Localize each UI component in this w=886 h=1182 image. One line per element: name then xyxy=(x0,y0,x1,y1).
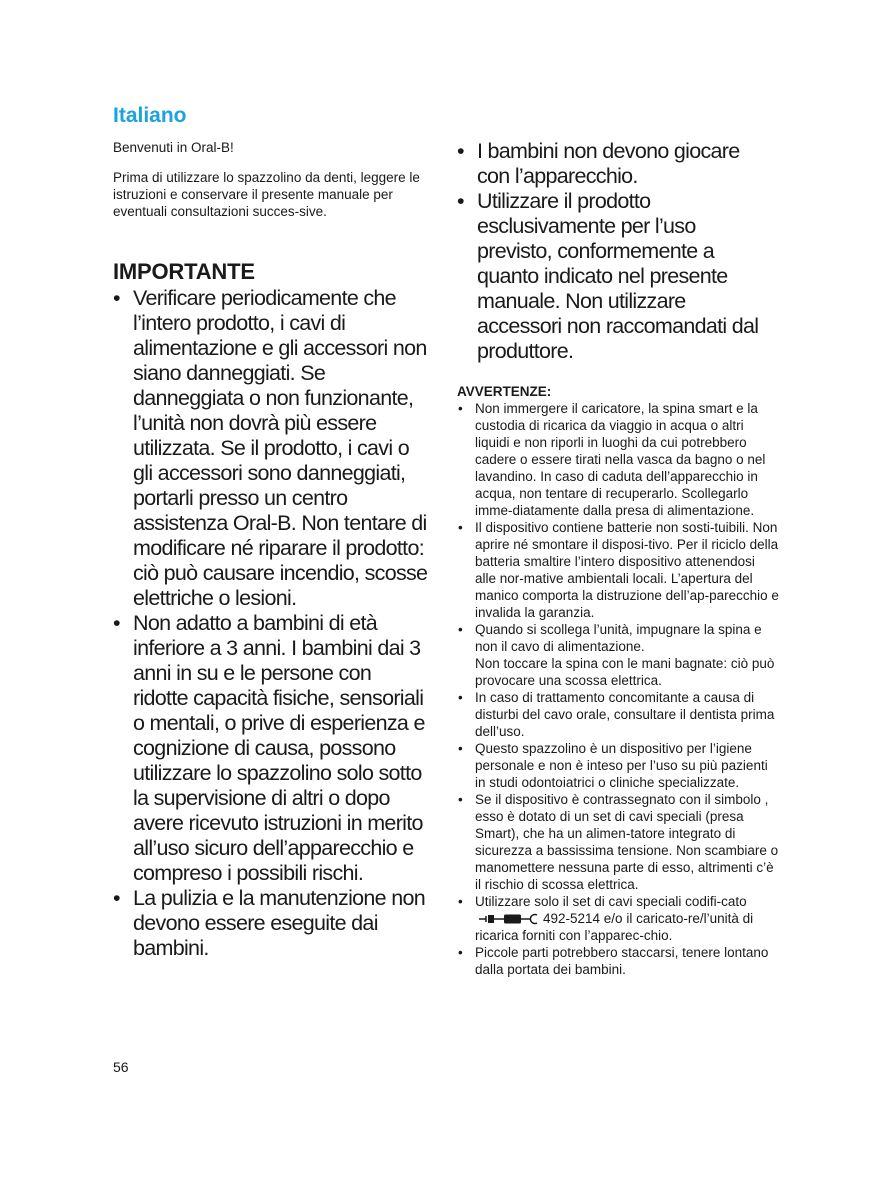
warning-item-text: Non immergere il caricatore, la spina smart e la custodia di ricarica da viaggio in acqua o altri liquidi e non riporli in luoghi da cui potrebbero cadere o essere tirati nella vasca da bagno o nel lavandino. In caso di caduta dell’apparecchio in acqua, non tentare di recuperarlo. Scollegarlo imme-diatamente dalla presa di alimentazione. xyxy=(475,401,766,518)
bullet: • xyxy=(457,189,464,213)
bullet: • xyxy=(458,690,463,705)
bullet: • xyxy=(458,945,463,960)
important-item xyxy=(113,611,429,886)
bullet: • xyxy=(458,401,463,416)
important-item-text: Non adatto a bambini di età inferiore a 3 anni. I bambini dai 3 anni in su e le persone con ridotte capacità fisiche, sensoriali o mentali, o prive di esperienza e cognizione di causa, possono utilizzare lo spazzolino solo sotto la supervisione di altri o dopo avere ricevuto istruzioni in merito all’uso sicuro dell’apparecchio e compreso i possibili rischi. xyxy=(133,611,425,885)
page-number: 56 xyxy=(113,1059,129,1075)
important-item xyxy=(113,286,429,611)
warning-item xyxy=(457,944,779,978)
important-item xyxy=(457,189,775,364)
bullet: • xyxy=(113,286,120,310)
language-title: Italiano xyxy=(113,104,187,127)
warnings-heading: AVVERTENZE: xyxy=(457,384,552,399)
warning-item xyxy=(457,689,779,740)
bullet: • xyxy=(113,611,120,635)
warning-item-text: Questo spazzolino è un dispositivo per l’igiene personale e non è inteso per l’uso su più pazienti in studi odontoiatrici o cliniche specializzate. xyxy=(475,741,768,790)
important-item xyxy=(457,139,775,189)
warning-item-text: Piccole parti potrebbero staccarsi, tenere lontano dalla portata dei bambini. xyxy=(475,945,769,977)
bullet: • xyxy=(458,792,463,807)
bullet: • xyxy=(458,520,463,535)
warning-item xyxy=(457,791,779,893)
warning-item xyxy=(457,519,779,621)
warning-item-text: Se il dispositivo è contrassegnato con il simbolo , esso è dotato di un set di cavi speciali (presa Smart), che ha un alimen-tatore integrato di sicurezza a bassissima tensione. Non scambiare o manomettere nessuna parte di esso, altrimenti c’è il rischio di scossa elettrica. xyxy=(475,792,779,892)
important-item-text: La pulizia e la manutenzione non devono essere eseguite dai bambini. xyxy=(133,886,425,960)
important-item-text: Utilizzare il prodotto esclusivamente per l’uso previsto, conformemente a quanto indicato nel presente manuale. Non utilizzare accessori non raccomandati dal produttore. xyxy=(477,189,759,363)
bullet: • xyxy=(457,139,464,163)
important-list xyxy=(113,286,429,961)
smart-plug-cable-icon xyxy=(479,913,539,925)
intro-paragraph: Prima di utilizzare lo spazzolino da denti, leggere le istruzioni e conservare il presente manuale per eventuali consultazioni succes-sive. xyxy=(113,170,420,219)
warning-item-text: Il dispositivo contiene batterie non sosti-tuibili. Non aprire né smontare il disposi-tivo. Per il riciclo della batteria smaltire l’intero dispositivo attenendosi alle nor-mative ambientali locali. L’apertura del manico comporta la distruzione dell’ap-parecchio e invalida la garanzia. xyxy=(475,520,779,620)
warnings-list xyxy=(457,400,779,978)
warning-item-text: Non toccare la spina con le mani bagnate: ciò può provocare una scossa elettrica. xyxy=(475,656,775,688)
warning-item xyxy=(457,893,779,944)
warning-item-text: Quando si scollega l’unità, impugnare la spina e non il cavo di alimentazione. xyxy=(475,622,762,654)
warning-item-text: Utilizzare solo il set di cavi speciali codifi-cato xyxy=(475,894,747,909)
welcome-text: Benvenuti in Oral-B! xyxy=(113,140,234,155)
important-heading: IMPORTANTE xyxy=(113,259,255,284)
warning-item-text: 492-5214 e/o il caricato-re/l’unità di ricarica forniti con l’apparec-chio. xyxy=(475,911,754,943)
important-item-text: I bambini non devono giocare con l’apparecchio. xyxy=(477,139,740,188)
important-item xyxy=(113,886,429,961)
bullet: • xyxy=(458,622,463,637)
warning-item-text: In caso di trattamento concomitante a causa di disturbi del cavo orale, consultare il dentista prima dell’uso. xyxy=(475,690,775,739)
important-item-text: Verificare periodicamente che l’intero prodotto, i cavi di alimentazione e gli accessori non siano danneggiati. Se danneggiata o non funzionante, l’unità non dovrà più essere utilizzata. Se il prodotto, i cavi o gli accessori sono danneggiati, portarli presso un centro assistenza Oral-B. Non tentare di modificare né riparare il prodotto: ciò può causare incendio, scosse elettriche o lesioni. xyxy=(133,286,428,610)
warning-item xyxy=(457,740,779,791)
bullet: • xyxy=(458,894,463,909)
bullet: • xyxy=(458,741,463,756)
warning-item xyxy=(457,400,779,519)
warning-item xyxy=(457,621,779,689)
important-list-continued xyxy=(457,139,775,364)
bullet: • xyxy=(113,886,120,910)
